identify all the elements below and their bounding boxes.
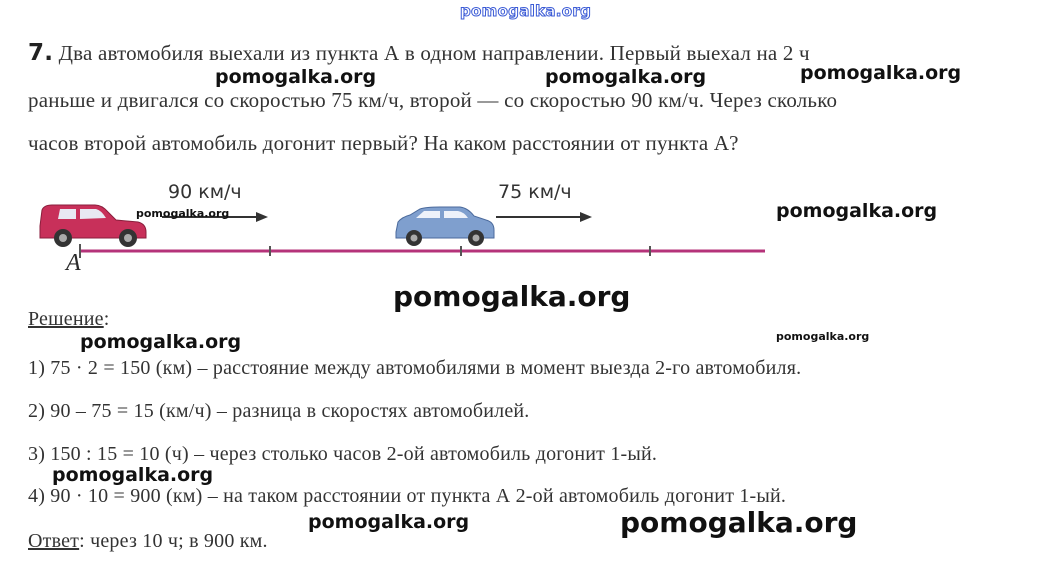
solution-step-3: 3) 150 : 15 = 10 (ч) – через столько часов 2-ой автомобиль догонит 1-ый. xyxy=(28,443,658,465)
watermark: pomogalka.org xyxy=(776,330,870,343)
watermark: pomogalka.org xyxy=(393,280,631,313)
answer xyxy=(28,530,268,553)
solution-heading-text: Решение xyxy=(28,308,104,330)
arrowhead-icon xyxy=(256,212,268,222)
watermark: pomogalka.org xyxy=(800,62,962,84)
watermark: pomogalka.org xyxy=(80,331,242,353)
arrowhead-icon xyxy=(580,212,592,222)
red-car-icon xyxy=(40,205,146,247)
problem-line-2: раньше и двигался со скоростью 75 км/ч, второй — со скоростью 90 км/ч. Через сколько xyxy=(28,88,838,112)
solution-step-1: 1) 75 · 2 = 150 (км) – расстояние между автомобилями в момент выезда 2-го автомобиля. xyxy=(28,357,802,379)
watermark: pomogalka.org xyxy=(545,66,707,88)
blue-car-icon xyxy=(396,207,494,246)
problem-number: 7. xyxy=(28,40,54,66)
solution-step-2: 2) 90 – 75 = 15 (км/ч) – разница в скоростях автомобилей. xyxy=(28,400,530,422)
watermark: pomogalka.org xyxy=(776,200,938,222)
watermark: pomogalka.org xyxy=(308,511,470,533)
point-a-label: A xyxy=(66,250,81,276)
solution-heading-colon: : xyxy=(103,308,110,330)
answer-text: : через 10 ч; в 900 км. xyxy=(79,530,268,552)
watermark: pomogalka.org xyxy=(215,66,377,88)
solution-heading xyxy=(28,308,109,331)
red-car-speed: 90 км/ч xyxy=(168,181,242,203)
watermark: pomogalka.org xyxy=(136,207,230,220)
answer-label: Ответ xyxy=(28,530,80,552)
problem-line-1-text: Два автомобиля выехали из пункта А в одном направлении. Первый выехал на 2 ч xyxy=(58,41,810,65)
blue-car-speed: 75 км/ч xyxy=(498,181,572,203)
watermark: pomogalka.org xyxy=(620,506,858,539)
watermark: pomogalka.org xyxy=(52,464,214,486)
problem-line-3: часов второй автомобиль догонит первый? На каком расстоянии от пункта А? xyxy=(28,131,739,155)
problem-line-1 xyxy=(28,40,810,66)
solution-step-4: 4) 90 · 10 = 900 (км) – на таком расстоянии от пункта А 2-ой автомобиль догонит 1-ый. xyxy=(28,485,787,507)
watermark-top: pomogalka.org xyxy=(460,2,592,20)
